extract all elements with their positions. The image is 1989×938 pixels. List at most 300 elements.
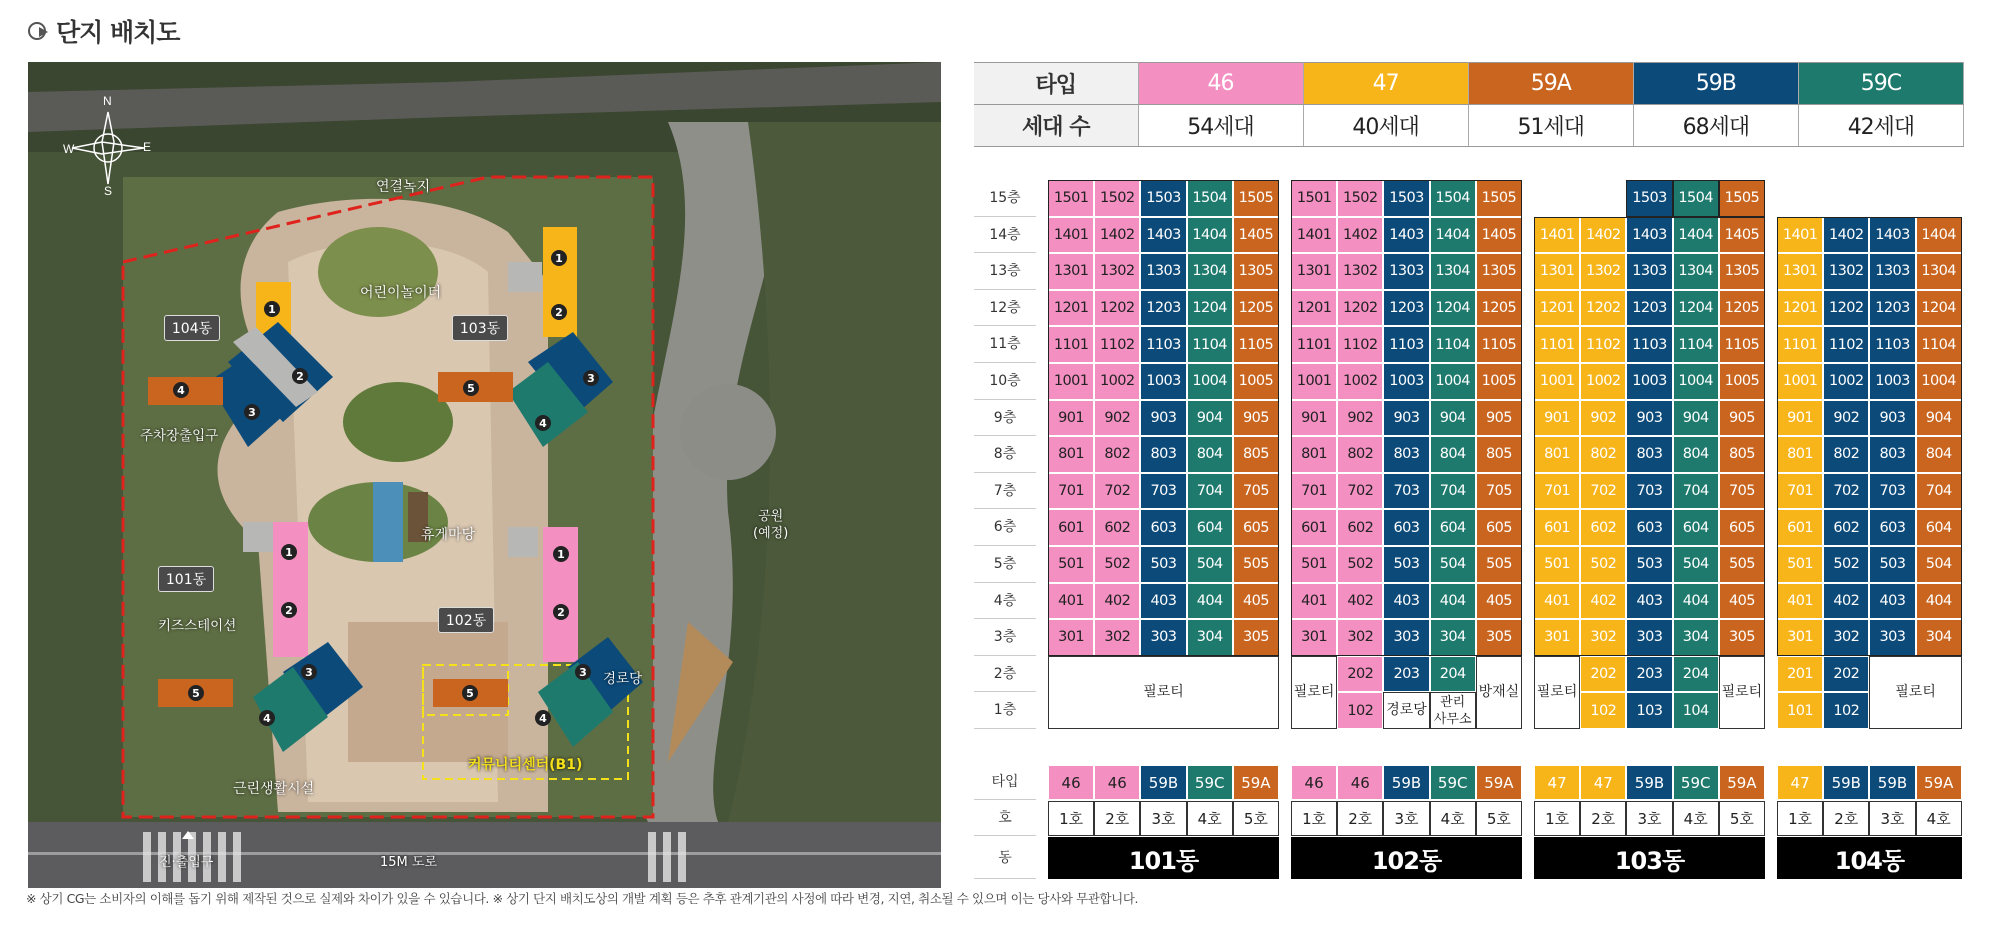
unit-cell: 504 — [1916, 546, 1962, 583]
unit-cell: 1304 — [1916, 253, 1962, 290]
unit-cell: 802 — [1337, 436, 1383, 473]
unit-cell: 1002 — [1823, 363, 1869, 400]
unit-cell: 1103 — [1626, 326, 1672, 363]
bottom-type-cell: 59B — [1626, 765, 1672, 800]
unit-cell: 802 — [1823, 436, 1869, 473]
floor-label: 15층 — [974, 180, 1036, 217]
compass-e: E — [143, 140, 152, 154]
unit-cell: 405 — [1476, 583, 1522, 620]
unit-cell: 804 — [1673, 436, 1719, 473]
bottom-type-cell: 46 — [1337, 765, 1383, 800]
bottom-type-cell: 46 — [1291, 765, 1337, 800]
compass-n: N — [103, 94, 112, 108]
unit-cell: 1303 — [1383, 253, 1429, 290]
unit-cell: 803 — [1383, 436, 1429, 473]
unit-cell: 903 — [1383, 400, 1429, 437]
unit-cell: 1503 — [1383, 180, 1429, 217]
unit-marker — [259, 710, 275, 726]
unit-cell: 804 — [1430, 436, 1476, 473]
unit-cell: 601 — [1048, 509, 1094, 546]
unit-cell: 502 — [1094, 546, 1140, 583]
unit-cell: 805 — [1476, 436, 1522, 473]
bottom-type-cell: 59B — [1383, 765, 1429, 800]
units-header: 세대 수 — [974, 105, 1138, 147]
unit-cell: 1401 — [1777, 217, 1823, 254]
unit-cell: 301 — [1048, 619, 1094, 656]
unit-cell: 802 — [1094, 436, 1140, 473]
unit-cell: 903 — [1140, 400, 1186, 437]
svg-text:3: 3 — [305, 666, 313, 679]
unit-cell: 803 — [1140, 436, 1186, 473]
label-road: 15M 도로 — [380, 855, 438, 870]
unit-cell: 903 — [1626, 400, 1672, 437]
type-cell: 47 — [1303, 63, 1468, 105]
unit-cell: 801 — [1777, 436, 1823, 473]
svg-text:5: 5 — [192, 687, 200, 700]
unit-cell: 1405 — [1719, 217, 1765, 254]
unit-cell: 902 — [1823, 400, 1869, 437]
type-cell: 46 — [1138, 63, 1303, 105]
unit-cell: 1305 — [1719, 253, 1765, 290]
unit-cell: 1401 — [1534, 217, 1580, 254]
bottom-type-cell: 59C — [1187, 765, 1233, 800]
type-cell: 59B — [1633, 63, 1798, 105]
unit-cell: 305 — [1719, 619, 1765, 656]
unit-cell: 1002 — [1580, 363, 1626, 400]
unit-cell: 705 — [1476, 473, 1522, 510]
floor-label: 9층 — [974, 400, 1036, 437]
unit-cell: 1001 — [1291, 363, 1337, 400]
svg-text:2: 2 — [296, 370, 304, 383]
piloti-block: 필로티 — [1719, 656, 1765, 729]
floor-label: 5층 — [974, 546, 1036, 583]
unit-cell: 1401 — [1291, 217, 1337, 254]
unit-marker — [535, 415, 551, 431]
unit-cell: 1101 — [1534, 326, 1580, 363]
floor-label: 12층 — [974, 290, 1036, 327]
unit-cell: 1503 — [1626, 180, 1672, 217]
unit-cell: 1005 — [1233, 363, 1279, 400]
unit-cell: 1004 — [1187, 363, 1233, 400]
unit-marker — [551, 304, 567, 320]
bottom-type-cell: 59A — [1916, 765, 1962, 800]
bottom-dong-cell: 104동 — [1777, 837, 1962, 879]
unit-cell: 305 — [1233, 619, 1279, 656]
compass-w: W — [63, 142, 75, 156]
unit-cell: 701 — [1534, 473, 1580, 510]
unit-cell: 703 — [1383, 473, 1429, 510]
unit-cell: 1501 — [1048, 180, 1094, 217]
unit-cell: 702 — [1823, 473, 1869, 510]
unit-cell: 304 — [1916, 619, 1962, 656]
unit-cell: 1304 — [1673, 253, 1719, 290]
unit-cell: 801 — [1534, 436, 1580, 473]
unit-cell: 201 — [1777, 656, 1823, 693]
unit-cell: 604 — [1916, 509, 1962, 546]
unit-cell: 1404 — [1673, 217, 1719, 254]
unit-cell: 403 — [1869, 583, 1915, 620]
units-cell: 51세대 — [1468, 105, 1633, 147]
unit-cell: 1105 — [1476, 326, 1522, 363]
unit-cell: 401 — [1291, 583, 1337, 620]
unit-cell: 404 — [1187, 583, 1233, 620]
unit-cell: 1003 — [1383, 363, 1429, 400]
unit-cell: 102 — [1823, 692, 1869, 729]
unit-cell: 103 — [1626, 692, 1672, 729]
unit-cell: 1101 — [1777, 326, 1823, 363]
unit-cell: 401 — [1048, 583, 1094, 620]
bottom-type-cell: 59B — [1869, 765, 1915, 800]
unit-cell: 203 — [1383, 656, 1429, 693]
dong-tag-102: 102동 — [438, 607, 494, 633]
floor-label: 8층 — [974, 436, 1036, 473]
unit-cell: 805 — [1719, 436, 1765, 473]
unit-cell: 1104 — [1430, 326, 1476, 363]
unit-cell: 601 — [1777, 509, 1823, 546]
unit-cell: 1001 — [1777, 363, 1823, 400]
bottom-ho-cell: 1호 — [1048, 801, 1094, 836]
unit-cell: 601 — [1291, 509, 1337, 546]
unit-cell: 401 — [1777, 583, 1823, 620]
unit-cell: 704 — [1673, 473, 1719, 510]
unit-cell: 905 — [1233, 400, 1279, 437]
unit-cell: 1405 — [1476, 217, 1522, 254]
bottom-type-cell: 59A — [1233, 765, 1279, 800]
unit-cell: 1003 — [1140, 363, 1186, 400]
unit-cell: 605 — [1719, 509, 1765, 546]
unit-cell: 904 — [1916, 400, 1962, 437]
unit-cell: 1401 — [1048, 217, 1094, 254]
label-community-center: 커뮤니티센터(B1) — [468, 757, 583, 773]
bottom-type-cell: 59C — [1673, 765, 1719, 800]
unit-marker — [553, 604, 569, 620]
dong-tag-101: 101동 — [158, 566, 214, 592]
unit-cell: 1105 — [1719, 326, 1765, 363]
svg-text:4: 4 — [539, 712, 547, 725]
unit-cell: 804 — [1916, 436, 1962, 473]
unit-cell: 502 — [1580, 546, 1626, 583]
unit-cell: 905 — [1476, 400, 1522, 437]
unit-cell: 1304 — [1187, 253, 1233, 290]
bottom-dong-cell: 101동 — [1048, 837, 1279, 879]
unit-cell: 1004 — [1430, 363, 1476, 400]
bottom-type-cell: 59A — [1476, 765, 1522, 800]
unit-cell: 1003 — [1626, 363, 1672, 400]
unit-cell: 801 — [1048, 436, 1094, 473]
floor-label: 1층 — [974, 692, 1036, 729]
unit-cell: 1502 — [1337, 180, 1383, 217]
unit-cell: 1302 — [1094, 253, 1140, 290]
unit-cell: 1003 — [1869, 363, 1915, 400]
unit-cell: 1505 — [1476, 180, 1522, 217]
unit-cell: 1004 — [1673, 363, 1719, 400]
unit-cell: 1301 — [1534, 253, 1580, 290]
unit-cell: 304 — [1673, 619, 1719, 656]
piloti-block: 방재실 — [1476, 656, 1522, 729]
svg-text:1: 1 — [557, 548, 565, 561]
unit-cell: 503 — [1626, 546, 1672, 583]
bottom-ho-cell: 1호 — [1777, 801, 1823, 836]
bottom-type-cell: 59B — [1140, 765, 1186, 800]
unit-marker — [292, 368, 308, 384]
unit-cell: 1102 — [1823, 326, 1869, 363]
floor-label: 3층 — [974, 619, 1036, 656]
unit-cell: 302 — [1337, 619, 1383, 656]
bottom-type-cell: 59A — [1719, 765, 1765, 800]
unit-cell: 302 — [1580, 619, 1626, 656]
svg-text:5: 5 — [467, 382, 475, 395]
unit-cell: 1403 — [1140, 217, 1186, 254]
piloti-block: 필로티 — [1291, 656, 1337, 729]
unit-cell: 1404 — [1430, 217, 1476, 254]
unit-cell: 502 — [1823, 546, 1869, 583]
type-cell: 59A — [1468, 63, 1633, 105]
unit-cell: 1503 — [1140, 180, 1186, 217]
unit-cell: 505 — [1233, 546, 1279, 583]
unit-cell: 602 — [1823, 509, 1869, 546]
unit-marker — [535, 710, 551, 726]
unit-cell: 302 — [1094, 619, 1140, 656]
unit-cell: 503 — [1869, 546, 1915, 583]
unit-cell: 1005 — [1476, 363, 1522, 400]
unit-cell: 304 — [1430, 619, 1476, 656]
unit-cell: 303 — [1140, 619, 1186, 656]
svg-text:5: 5 — [466, 687, 474, 700]
floor-label: 10층 — [974, 363, 1036, 400]
page-title-text: 단지 배치도 — [56, 18, 180, 47]
unit-cell: 603 — [1383, 509, 1429, 546]
unit-cell: 1403 — [1869, 217, 1915, 254]
unit-cell: 904 — [1673, 400, 1719, 437]
unit-marker — [173, 382, 189, 398]
unit-cell: 901 — [1777, 400, 1823, 437]
unit-marker — [264, 301, 280, 317]
unit-cell: 1505 — [1233, 180, 1279, 217]
bottom-ho-cell: 2호 — [1094, 801, 1140, 836]
unit-cell: 405 — [1719, 583, 1765, 620]
bottom-ho-cell: 2호 — [1823, 801, 1869, 836]
unit-cell: 905 — [1719, 400, 1765, 437]
unit-cell: 1201 — [1048, 290, 1094, 327]
unit-cell: 301 — [1534, 619, 1580, 656]
unit-cell: 1204 — [1187, 290, 1233, 327]
unit-cell: 902 — [1580, 400, 1626, 437]
unit-cell: 1403 — [1626, 217, 1672, 254]
unit-cell: 1201 — [1291, 290, 1337, 327]
label-parking-entrance: 주차장출입구 — [140, 428, 219, 444]
unit-cell: 403 — [1626, 583, 1672, 620]
unit-cell: 1002 — [1094, 363, 1140, 400]
bottom-row-label: 동 — [974, 837, 1036, 879]
unit-cell: 502 — [1337, 546, 1383, 583]
unit-cell: 1001 — [1534, 363, 1580, 400]
unit-cell: 202 — [1823, 656, 1869, 693]
unit-cell: 505 — [1719, 546, 1765, 583]
unit-cell: 101 — [1777, 692, 1823, 729]
unit-cell: 1203 — [1626, 290, 1672, 327]
unit-cell: 1505 — [1719, 180, 1765, 217]
unit-cell: 1202 — [1094, 290, 1140, 327]
unit-marker — [281, 602, 297, 618]
unit-cell: 405 — [1233, 583, 1279, 620]
floor-label: 2층 — [974, 656, 1036, 693]
type-summary-table — [974, 62, 1964, 147]
unit-cell: 1205 — [1719, 290, 1765, 327]
unit-cell: 1301 — [1291, 253, 1337, 290]
unit-cell: 1205 — [1233, 290, 1279, 327]
unit-cell: 202 — [1580, 656, 1626, 693]
unit-cell: 904 — [1430, 400, 1476, 437]
unit-cell: 1405 — [1233, 217, 1279, 254]
unit-cell: 305 — [1476, 619, 1522, 656]
bottom-dong-cell: 102동 — [1291, 837, 1522, 879]
unit-cell: 1202 — [1580, 290, 1626, 327]
type-row — [974, 63, 1964, 105]
unit-cell: 1204 — [1916, 290, 1962, 327]
unit-marker — [551, 250, 567, 266]
unit-cell: 803 — [1869, 436, 1915, 473]
unit-marker — [244, 404, 260, 420]
bottom-ho-cell: 5호 — [1719, 801, 1765, 836]
unit-cell: 703 — [1869, 473, 1915, 510]
unit-cell: 501 — [1534, 546, 1580, 583]
dong-tag-104: 104동 — [164, 315, 220, 341]
unit-cell: 802 — [1580, 436, 1626, 473]
unit-cell: 701 — [1291, 473, 1337, 510]
unit-cell: 1105 — [1233, 326, 1279, 363]
svg-text:1: 1 — [555, 252, 563, 265]
svg-text:2: 2 — [555, 306, 563, 319]
unit-marker — [463, 380, 479, 396]
unit-cell: 1103 — [1869, 326, 1915, 363]
unit-cell: 202 — [1337, 656, 1383, 693]
unit-cell: 504 — [1187, 546, 1233, 583]
bottom-type-cell: 59B — [1823, 765, 1869, 800]
unit-cell: 505 — [1476, 546, 1522, 583]
unit-cell: 1004 — [1916, 363, 1962, 400]
unit-cell: 1305 — [1476, 253, 1522, 290]
label-main-entrance: 진·출입구 — [159, 855, 214, 870]
unit-cell: 1302 — [1823, 253, 1869, 290]
bottom-ho-cell: 4호 — [1673, 801, 1719, 836]
unit-cell: 1303 — [1869, 253, 1915, 290]
svg-text:3: 3 — [579, 666, 587, 679]
unit-cell: 1304 — [1430, 253, 1476, 290]
unit-cell: 804 — [1187, 436, 1233, 473]
unit-cell: 705 — [1233, 473, 1279, 510]
unit-cell: 503 — [1383, 546, 1429, 583]
unit-cell: 402 — [1823, 583, 1869, 620]
unit-cell: 602 — [1094, 509, 1140, 546]
page-title — [28, 14, 179, 48]
bottom-row-label: 타입 — [974, 765, 1036, 800]
unit-cell: 903 — [1869, 400, 1915, 437]
unit-cell: 1402 — [1823, 217, 1869, 254]
piloti-block: 경로당 — [1383, 692, 1429, 729]
unit-cell: 301 — [1291, 619, 1337, 656]
unit-cell: 702 — [1580, 473, 1626, 510]
unit-cell: 402 — [1094, 583, 1140, 620]
unit-cell: 403 — [1383, 583, 1429, 620]
unit-cell: 1104 — [1916, 326, 1962, 363]
bottom-ho-cell: 3호 — [1626, 801, 1672, 836]
unit-cell: 503 — [1140, 546, 1186, 583]
floor-label: 4층 — [974, 583, 1036, 620]
unit-cell: 1501 — [1291, 180, 1337, 217]
unit-cell: 404 — [1430, 583, 1476, 620]
unit-cell: 702 — [1094, 473, 1140, 510]
unit-cell: 1402 — [1337, 217, 1383, 254]
unit-cell: 1504 — [1673, 180, 1719, 217]
bottom-type-cell: 46 — [1094, 765, 1140, 800]
bottom-ho-cell: 5호 — [1233, 801, 1279, 836]
unit-cell: 1201 — [1534, 290, 1580, 327]
bottom-type-cell: 47 — [1580, 765, 1626, 800]
unit-cell: 702 — [1337, 473, 1383, 510]
site-plan-map — [28, 62, 941, 888]
unit-cell: 1101 — [1291, 326, 1337, 363]
unit-cell: 102 — [1337, 692, 1383, 729]
unit-cell: 1205 — [1476, 290, 1522, 327]
bottom-ho-cell: 4호 — [1187, 801, 1233, 836]
unit-cell: 501 — [1777, 546, 1823, 583]
unit-cell: 402 — [1337, 583, 1383, 620]
unit-cell: 601 — [1534, 509, 1580, 546]
unit-cell: 1301 — [1048, 253, 1094, 290]
unit-cell: 1201 — [1777, 290, 1823, 327]
piloti-block: 필로티 — [1048, 656, 1279, 729]
unit-cell: 1404 — [1916, 217, 1962, 254]
unit-cell: 1204 — [1430, 290, 1476, 327]
unit-cell: 304 — [1187, 619, 1233, 656]
floor-label: 6층 — [974, 509, 1036, 546]
unit-cell: 603 — [1869, 509, 1915, 546]
unit-cell: 1202 — [1337, 290, 1383, 327]
unit-cell: 1002 — [1337, 363, 1383, 400]
unit-cell: 603 — [1626, 509, 1672, 546]
bottom-type-cell: 47 — [1534, 765, 1580, 800]
unit-cell: 1504 — [1430, 180, 1476, 217]
unit-cell: 504 — [1430, 546, 1476, 583]
floor-label: 11층 — [974, 326, 1036, 363]
units-cell: 54세대 — [1138, 105, 1303, 147]
bottom-ho-cell: 2호 — [1337, 801, 1383, 836]
unit-cell: 303 — [1626, 619, 1672, 656]
bottom-ho-cell: 4호 — [1916, 801, 1962, 836]
piloti-block: 필로티 — [1534, 656, 1580, 729]
svg-text:3: 3 — [248, 406, 256, 419]
unit-cell: 701 — [1048, 473, 1094, 510]
svg-text:1: 1 — [285, 546, 293, 559]
bullet-play-icon — [28, 22, 46, 40]
unit-cell: 404 — [1916, 583, 1962, 620]
unit-cell: 805 — [1233, 436, 1279, 473]
unit-cell: 1502 — [1094, 180, 1140, 217]
bottom-ho-cell: 2호 — [1580, 801, 1626, 836]
unit-cell: 901 — [1534, 400, 1580, 437]
svg-text:3: 3 — [587, 372, 595, 385]
unit-cell: 704 — [1916, 473, 1962, 510]
unit-cell: 701 — [1777, 473, 1823, 510]
unit-marker — [188, 685, 204, 701]
piloti-block: 관리 사무소 — [1430, 692, 1476, 729]
unit-cell: 901 — [1291, 400, 1337, 437]
unit-cell: 1104 — [1187, 326, 1233, 363]
unit-cell: 602 — [1580, 509, 1626, 546]
unit-cell: 301 — [1777, 619, 1823, 656]
unit-cell: 1203 — [1383, 290, 1429, 327]
label-playground: 어린이놀이터 — [360, 285, 442, 301]
